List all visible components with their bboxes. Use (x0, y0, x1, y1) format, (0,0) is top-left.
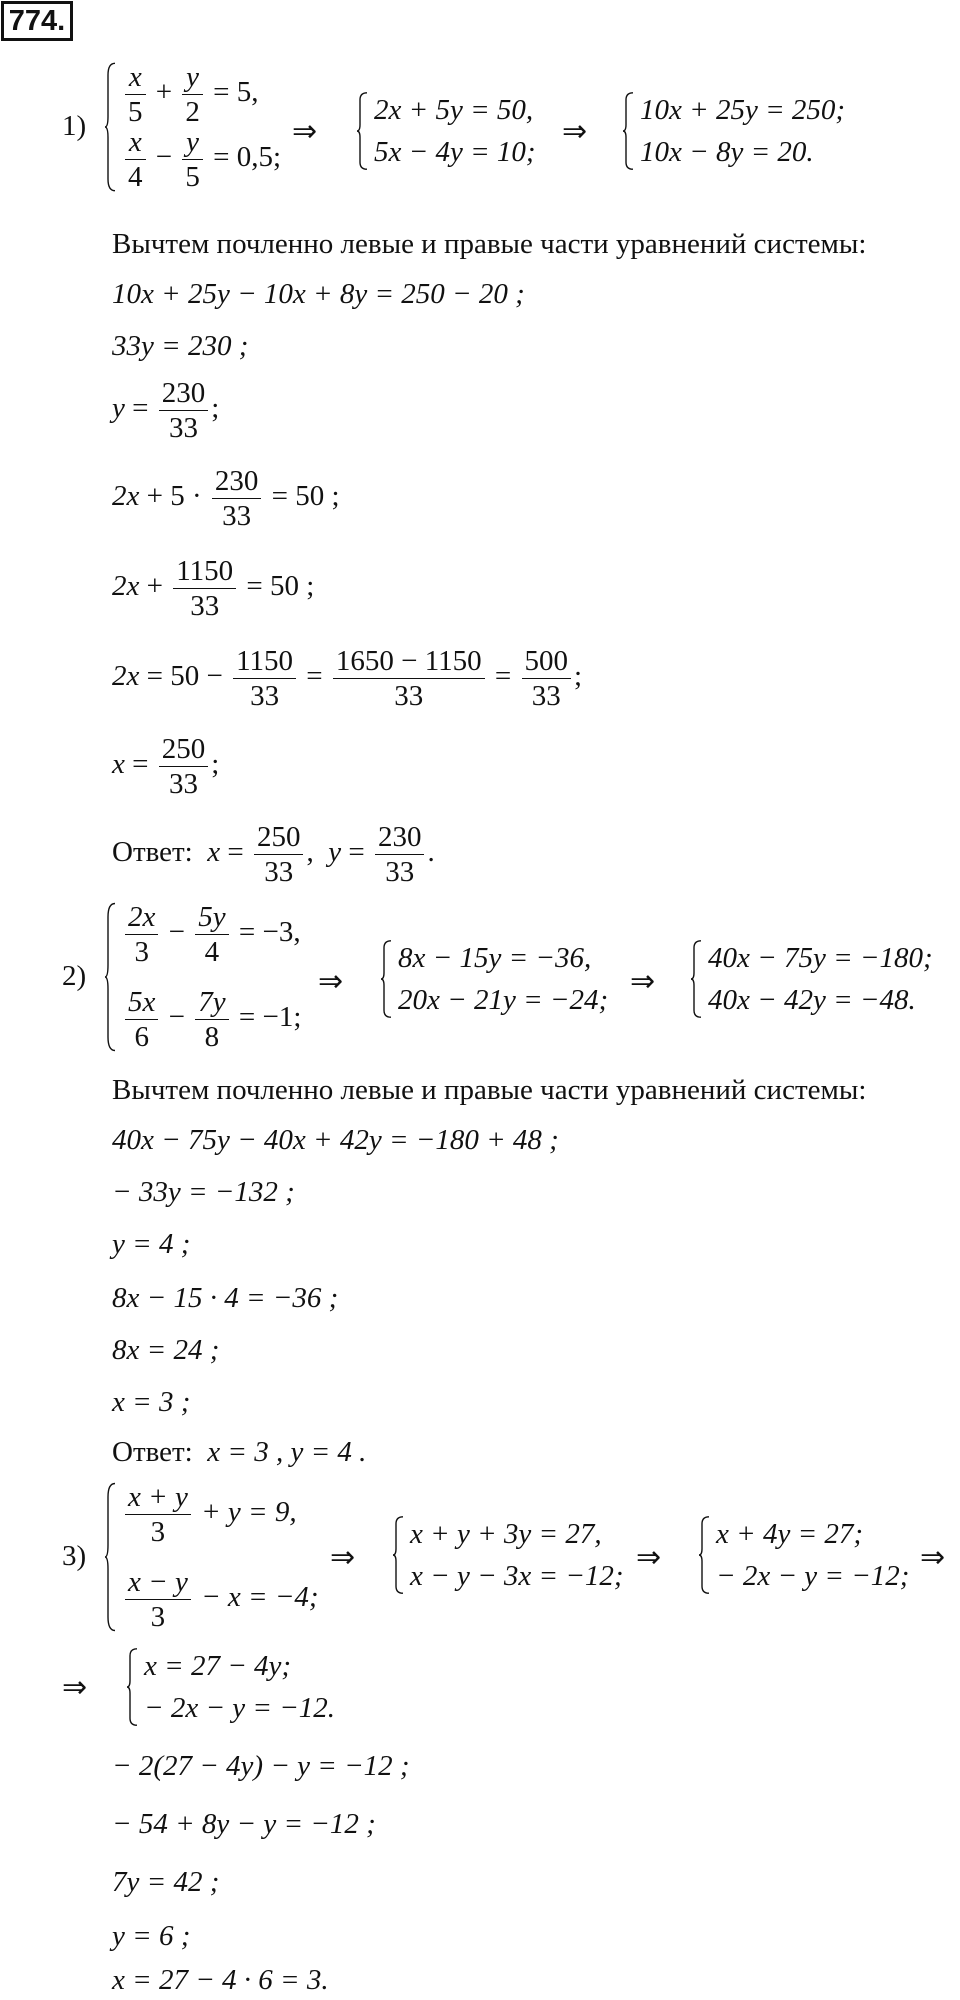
equation-line: x = 3 ; (112, 1386, 191, 1418)
equation-line: y = 6 ; (112, 1920, 191, 1952)
brace-icon (380, 940, 392, 1018)
part1-system-c: 10x + 25y = 250; 10x − 8y = 20. (622, 92, 845, 170)
brace-icon (698, 1516, 710, 1594)
implies-arrow: ⇒ (920, 1540, 946, 1575)
implies-arrow: ⇒ (330, 1540, 356, 1575)
brace-icon (690, 940, 702, 1018)
brace-icon (622, 92, 634, 170)
equation-line: y = 4 ; (112, 1228, 191, 1260)
brace-icon (104, 62, 116, 192)
equation-line: y = $\frac{230}{33}$ ; (112, 377, 220, 444)
part2-system-b: 8x − 15y = −36, 20x − 21y = −24; (380, 940, 608, 1018)
part3-system-a: $\frac{x + y}{3}$ + y = 9, $\frac{x - y}{3}$ − x = −4; (104, 1482, 319, 1632)
part3-system-c: x + 4y = 27; − 2x − y = −12; (698, 1516, 909, 1594)
equation-line: 40x − 75y − 40x + 42y = −180 + 48 ; (112, 1124, 559, 1156)
part2-system-a: $\frac{2x}{3}$ − $\frac{5y}{4}$ = −3, $\frac{5x}{6}$ − $\frac{7y}{8}$ = −1; (104, 902, 301, 1052)
equation-line: x = 27 − 4 · 6 = 3. (112, 1964, 329, 1996)
answer-line: Ответ: x = $\frac{250}{33}$ , y = $\frac{230}{33}$ . (112, 821, 435, 888)
brace-icon (104, 1482, 116, 1632)
equation-line: 2x = 50 − $\frac{1150}{33}$ = $\frac{1650 - 1150}{33}$ = $\frac{500}{33}$ ; (112, 645, 583, 712)
implies-arrow: ⇒ (630, 964, 656, 999)
equation-line: x = $\frac{250}{33}$ ; (112, 733, 220, 800)
brace-icon (392, 1516, 404, 1594)
subtract-instruction: Вычтем почленно левые и правые части уравнений системы: (112, 1074, 867, 1106)
implies-arrow: ⇒ (562, 114, 588, 149)
part2-system-c: 40x − 75y = −180; 40x − 42y = −48. (690, 940, 933, 1018)
equation-line: − 2(27 − 4y) − y = −12 ; (112, 1750, 410, 1782)
equation-line: 8x = 24 ; (112, 1334, 220, 1366)
equation-line: − 33y = −132 ; (112, 1176, 295, 1208)
equation-line: 8x − 15 · 4 = −36 ; (112, 1282, 339, 1314)
problem-number: 774. (1, 1, 73, 41)
equation-line: − 54 + 8y − y = −12 ; (112, 1808, 376, 1840)
equation-line: 10x + 25y − 10x + 8y = 250 − 20 ; (112, 278, 525, 310)
equation-line: 7y = 42 ; (112, 1866, 220, 1898)
implies-arrow: ⇒ (62, 1670, 88, 1705)
answer-line: Ответ: x = 3 , y = 4 . (112, 1436, 367, 1468)
part3-label: 3) (62, 1540, 87, 1572)
equation-line: 33y = 230 ; (112, 330, 249, 362)
part1-system-a: $\frac{x}{5}$ + $\frac{y}{2}$ = 5, $\frac{x}{4}$ − $\frac{y}{5}$ = 0,5; (104, 62, 281, 192)
part2-label: 2) (62, 960, 87, 992)
implies-arrow: ⇒ (292, 114, 318, 149)
part3-system-d: x = 27 − 4y; − 2x − y = −12. (126, 1648, 335, 1726)
brace-icon (104, 902, 116, 1052)
part1-system-b: 2x + 5y = 50, 5x − 4y = 10; (356, 92, 536, 170)
part3-system-b: x + y + 3y = 27, x − y − 3x = −12; (392, 1516, 624, 1594)
equation-line: 2x + $\frac{1150}{33}$ = 50 ; (112, 555, 315, 622)
brace-icon (356, 92, 368, 170)
equation-line: 2x + 5 · $\frac{230}{33}$ = 50 ; (112, 465, 340, 532)
subtract-instruction: Вычтем почленно левые и правые части уравнений системы: (112, 228, 867, 260)
brace-icon (126, 1648, 138, 1726)
part1-label: 1) (62, 110, 87, 142)
implies-arrow: ⇒ (318, 964, 344, 999)
implies-arrow: ⇒ (636, 1540, 662, 1575)
